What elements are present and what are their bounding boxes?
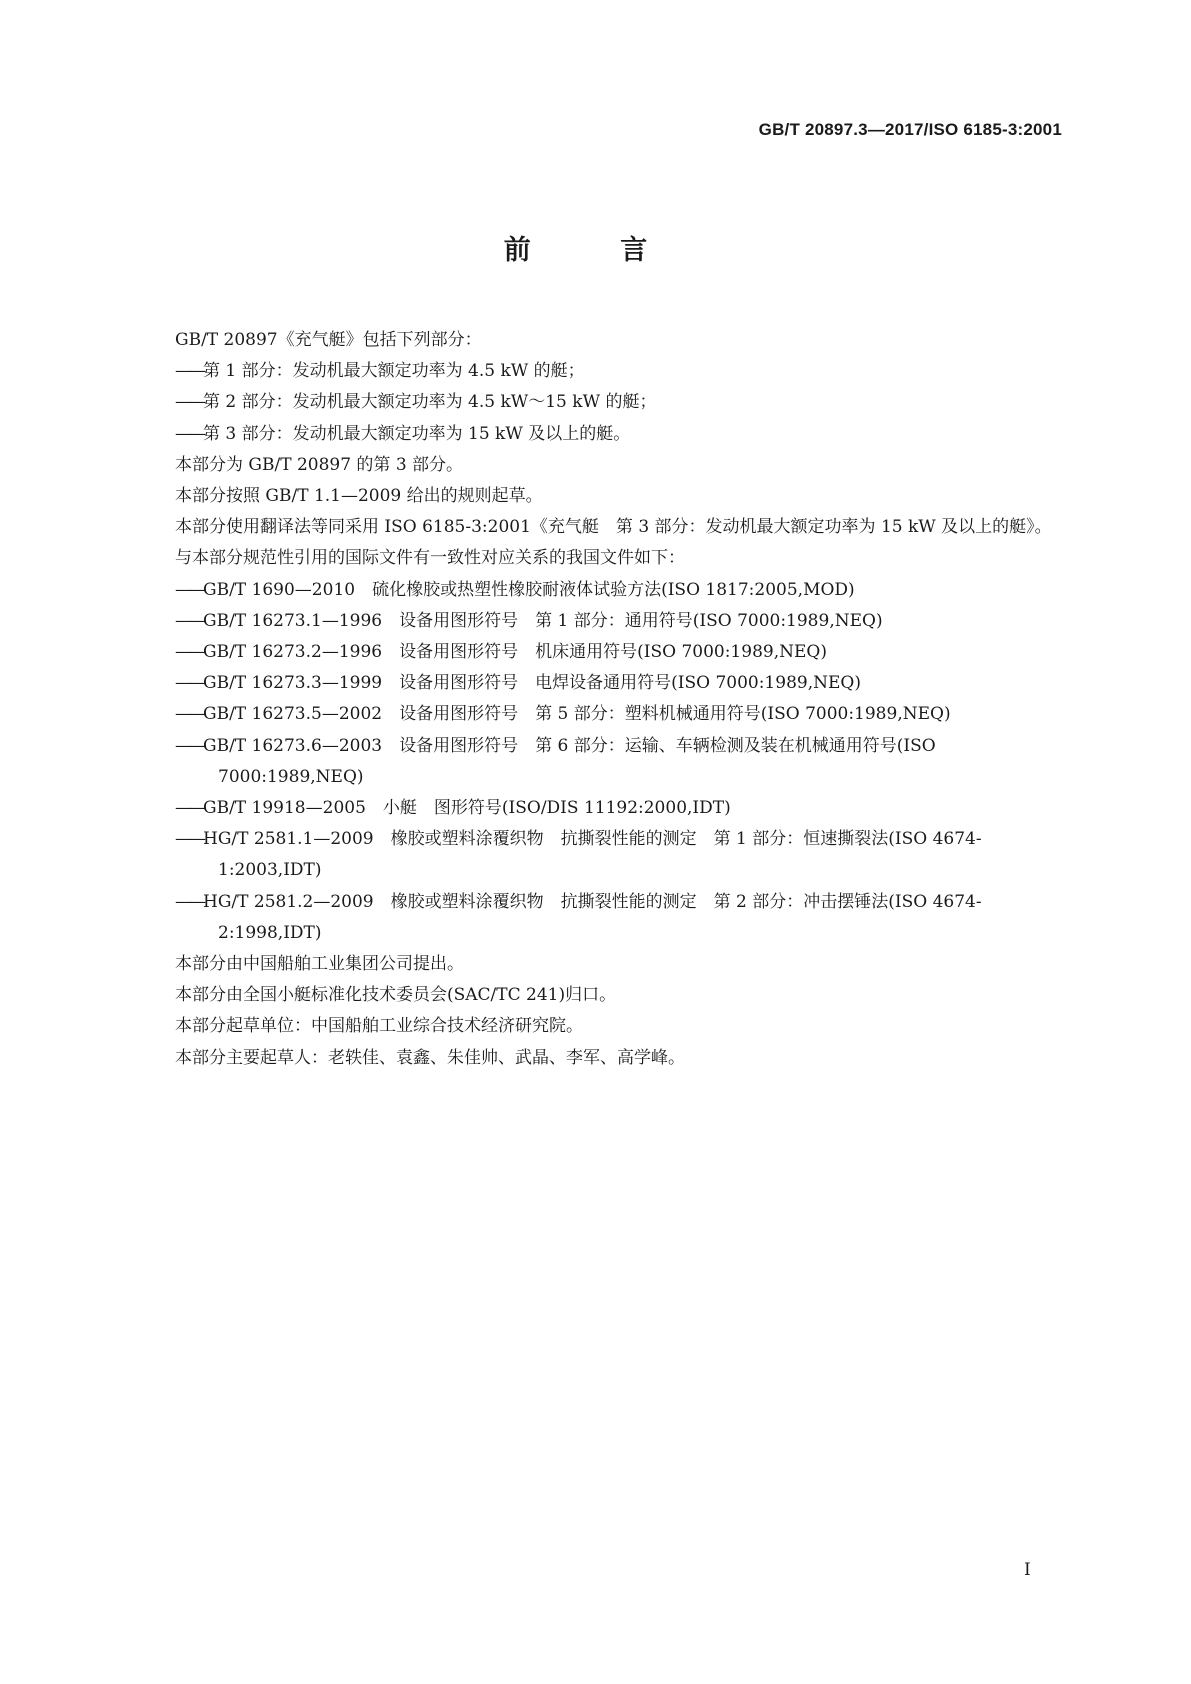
reference-list-item: ——HG/T 2581.2—2009 橡胶或塑料涂覆织物 抗撕裂性能的测定 第 2 部分：冲击摆锤法(ISO 4674-2:1998,IDT) bbox=[175, 891, 982, 943]
dash-marker: —— bbox=[175, 579, 203, 600]
dash-marker: —— bbox=[175, 735, 203, 756]
closing-paragraph: 本部分主要起草人：老轶佳、袁鑫、朱佳帅、武晶、李军、高学峰。 bbox=[175, 1047, 685, 1068]
dash-marker: —— bbox=[175, 891, 203, 912]
reference-list-item: ——GB/T 16273.2—1996 设备用图形符号 机床通用符号(ISO 7000:1989,NEQ) bbox=[175, 642, 827, 663]
dash-marker: —— bbox=[175, 361, 203, 382]
part-list-item: ——第 2 部分：发动机最大额定功率为 4.5 kW～15 kW 的艇； bbox=[175, 392, 657, 413]
page-title: 前 言 bbox=[503, 235, 688, 266]
closing-paragraph: 本部分由全国小艇标准化技术委员会(SAC/TC 241)归口。 bbox=[175, 985, 617, 1006]
standard-code-header: GB/T 20897.3—2017/ISO 6185-3:2001 bbox=[758, 120, 1062, 139]
dash-marker: —— bbox=[175, 829, 203, 850]
part-list-item: ——第 3 部分：发动机最大额定功率为 15 kW 及以上的艇。 bbox=[175, 423, 631, 444]
reference-list-item: ——GB/T 1690—2010 硫化橡胶或热塑性橡胶耐液体试验方法(ISO 1817:2005,MOD) bbox=[175, 579, 855, 600]
reference-list-item: ——HG/T 2581.1—2009 橡胶或塑料涂覆织物 抗撕裂性能的测定 第 1 部分：恒速撕裂法(ISO 4674-1:2003,IDT) bbox=[175, 829, 982, 881]
dash-marker: —— bbox=[175, 642, 203, 663]
dash-marker: —— bbox=[175, 423, 203, 444]
reference-list-item: ——GB/T 16273.5—2002 设备用图形符号 第 5 部分：塑料机械通用符号(ISO 7000:1989,NEQ) bbox=[175, 704, 951, 725]
dash-marker: —— bbox=[175, 392, 203, 413]
page-number: I bbox=[1024, 1560, 1031, 1580]
dash-marker: —— bbox=[175, 610, 203, 631]
statement-paragraph: 本部分按照 GB/T 1.1—2009 给出的规则起草。 bbox=[175, 486, 543, 507]
dash-marker: —— bbox=[175, 798, 203, 819]
reference-list-item: ——GB/T 16273.3—1999 设备用图形符号 电焊设备通用符号(ISO 7000:1989,NEQ) bbox=[175, 673, 861, 694]
reference-list-item: ——GB/T 16273.1—1996 设备用图形符号 第 1 部分：通用符号(ISO 7000:1989,NEQ) bbox=[175, 610, 883, 631]
statement-paragraph: 与本部分规范性引用的国际文件有一致性对应关系的我国文件如下： bbox=[175, 548, 685, 569]
foreword-body bbox=[132, 325, 1064, 1074]
reference-list-item: ——GB/T 19918—2005 小艇 图形符号(ISO/DIS 11192:2000,IDT) bbox=[175, 798, 731, 819]
statement-paragraph: 本部分为 GB/T 20897 的第 3 部分。 bbox=[175, 454, 464, 475]
part-list-item: ——第 1 部分：发动机最大额定功率为 4.5 kW 的艇； bbox=[175, 361, 585, 382]
dash-marker: —— bbox=[175, 704, 203, 725]
intro-paragraph: GB/T 20897《充气艇》包括下列部分： bbox=[175, 330, 482, 350]
closing-paragraph: 本部分起草单位：中国船舶工业综合技术经济研究院。 bbox=[175, 1016, 583, 1037]
statement-paragraph: 本部分使用翻译法等同采用 ISO 6185-3:2001《充气艇 第 3 部分：发动机最大额定功率为 15 kW 及以上的艇》。 bbox=[175, 517, 1052, 538]
reference-list-item: ——GB/T 16273.6—2003 设备用图形符号 第 6 部分：运输、车辆检测及装在机械通用符号(ISO 7000:1989,NEQ) bbox=[175, 735, 936, 787]
dash-marker: —— bbox=[175, 673, 203, 694]
closing-paragraph: 本部分由中国船舶工业集团公司提出。 bbox=[175, 954, 464, 975]
